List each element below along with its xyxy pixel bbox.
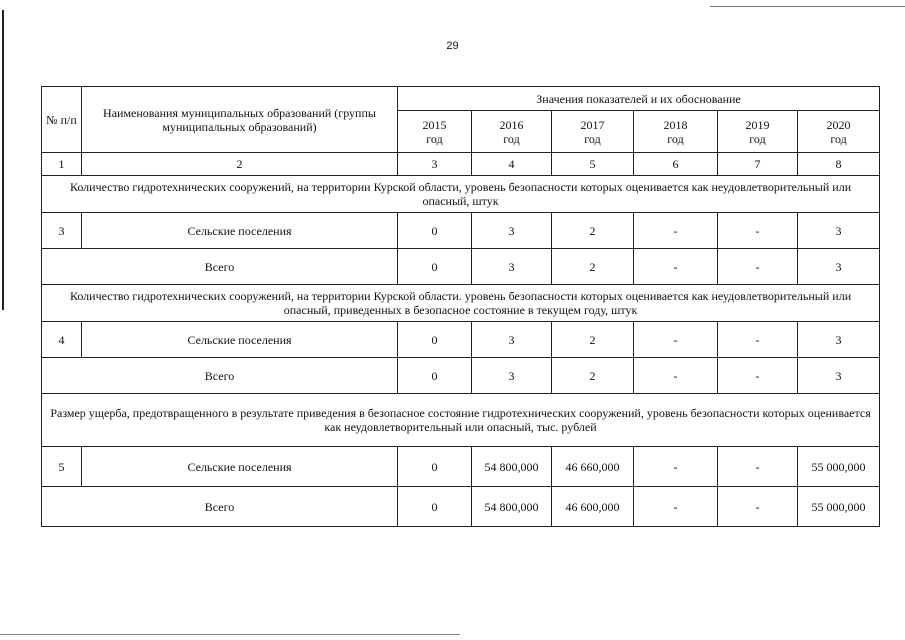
column-number: 7 [718, 153, 798, 176]
row-value: - [718, 447, 798, 487]
total-value: 55 000,000 [798, 487, 880, 527]
column-number: 1 [42, 153, 82, 176]
total-value: 2 [552, 249, 634, 285]
indicator-table [41, 86, 880, 527]
row-value: 3 [472, 322, 552, 358]
header-year-cell [634, 111, 718, 153]
total-value: - [718, 487, 798, 527]
total-value: 2 [552, 358, 634, 394]
header-year: 2015 [422, 117, 447, 132]
total-value: 46 600,000 [552, 487, 634, 527]
total-row [42, 358, 880, 394]
total-value: 0 [398, 358, 472, 394]
column-number: 5 [552, 153, 634, 176]
header-year-unit: год [667, 131, 684, 146]
section-title-row [42, 394, 880, 447]
row-value: 2 [552, 213, 634, 249]
total-value: 3 [472, 249, 552, 285]
row-value: 2 [552, 322, 634, 358]
row-value: - [718, 322, 798, 358]
column-number: 6 [634, 153, 718, 176]
row-value: 3 [472, 213, 552, 249]
row-value: 0 [398, 447, 472, 487]
section-title-row [42, 176, 880, 213]
column-number: 2 [82, 153, 398, 176]
header-year: 2016 [499, 117, 524, 132]
table-row [42, 322, 880, 358]
total-value: 0 [398, 487, 472, 527]
table-row [42, 447, 880, 487]
row-value: - [634, 322, 718, 358]
row-num: 5 [42, 447, 82, 487]
row-value: - [718, 213, 798, 249]
total-value: 3 [798, 358, 880, 394]
header-values-group: Значения показателей и их обоснование [398, 87, 880, 111]
column-number: 3 [398, 153, 472, 176]
scan-edge-mark-bottom [0, 634, 460, 635]
row-value: 3 [798, 322, 880, 358]
row-value: 0 [398, 213, 472, 249]
row-num: 3 [42, 213, 82, 249]
row-name: Сельские поселения [82, 213, 398, 249]
total-label: Всего [42, 487, 398, 527]
header-year-unit: год [584, 131, 601, 146]
total-value: - [634, 487, 718, 527]
column-number: 4 [472, 153, 552, 176]
header-year-cell [398, 111, 472, 153]
header-year: 2017 [580, 117, 605, 132]
total-value: 54 800,000 [472, 487, 552, 527]
header-year-cell [552, 111, 634, 153]
header-year-unit: год [426, 131, 443, 146]
table-row [42, 213, 880, 249]
total-value: 3 [472, 358, 552, 394]
row-value: 0 [398, 322, 472, 358]
row-value: - [634, 213, 718, 249]
row-value: 54 800,000 [472, 447, 552, 487]
scan-edge-mark-top [710, 6, 905, 7]
total-value: - [634, 249, 718, 285]
row-name: Сельские поселения [82, 322, 398, 358]
header-year-cell [472, 111, 552, 153]
header-year: 2019 [745, 117, 770, 132]
section-title: Количество гидротехнических сооружений, на территории Курской области, уровень безопасности которых оценивается как неудовлетворительный или опасный, штук [42, 176, 880, 213]
header-year-cell [798, 111, 880, 153]
row-value: 46 660,000 [552, 447, 634, 487]
total-row [42, 487, 880, 527]
total-row [42, 249, 880, 285]
header-year: 2020 [826, 117, 851, 132]
total-label: Всего [42, 358, 398, 394]
total-value: 0 [398, 249, 472, 285]
header-name: Наименования муниципальных образований (группы муниципальных образований) [82, 87, 398, 153]
header-year-unit: год [503, 131, 520, 146]
row-value: - [634, 447, 718, 487]
total-value: 3 [798, 249, 880, 285]
header-year: 2018 [663, 117, 688, 132]
header-year-cell [718, 111, 798, 153]
scan-edge-mark-left [2, 10, 4, 310]
header-year-unit: год [749, 131, 766, 146]
header-year-unit: год [830, 131, 847, 146]
total-value: - [634, 358, 718, 394]
total-label: Всего [42, 249, 398, 285]
section-title-row [42, 285, 880, 322]
column-numbering-row [42, 153, 880, 176]
row-value: 55 000,000 [798, 447, 880, 487]
page-number: 29 [446, 40, 459, 52]
section-title: Размер ущерба, предотвращенного в результате приведения в безопасное состояние гидротехнических сооружений, уровень безопасности которых оценивается как неудовлетворительный или опасный, тыс. рублей [42, 394, 880, 447]
total-value: - [718, 358, 798, 394]
section-title: Количество гидротехнических сооружений, на территории Курской области. уровень безопасности которых оценивается как неудовлетворительный или опасный, приведенных в безопасное состояние в текущем году, штук [42, 285, 880, 322]
total-value: - [718, 249, 798, 285]
row-num: 4 [42, 322, 82, 358]
row-value: 3 [798, 213, 880, 249]
row-name: Сельские поселения [82, 447, 398, 487]
header-num: № п/п [42, 87, 82, 153]
column-number: 8 [798, 153, 880, 176]
